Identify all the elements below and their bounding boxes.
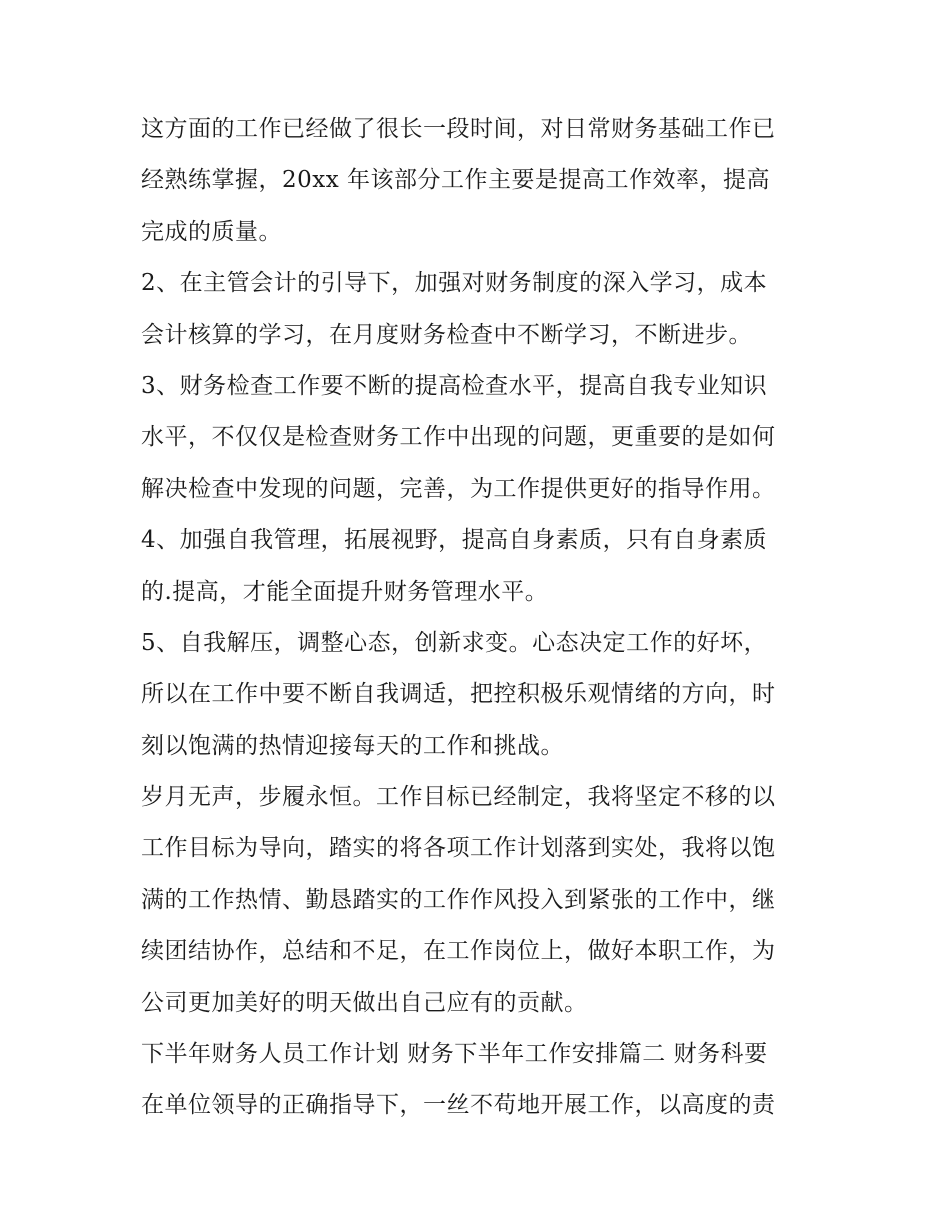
- text-line: 刻以饱满的热情迎接每天的工作和挑战。: [141, 732, 564, 759]
- text-line: 所以在工作中要不断自我调适，把控积极乐观情绪的方向，时: [141, 681, 776, 708]
- text-line: 下半年财务人员工作计划 财务下半年工作安排篇二 财务科要: [141, 1041, 768, 1068]
- text-line: 续团结协作，总结和不足，在工作岗位上，做好本职工作，为: [141, 938, 776, 965]
- text-line: 5、自我解压，调整心态，创新求变。心态决定工作的好坏，: [141, 629, 768, 656]
- text-line: 完成的质量。: [141, 218, 282, 245]
- text-line: 的.提高，才能全面提升财务管理水平。: [141, 578, 549, 605]
- text-line: 2、在主管会计的引导下，加强对财务制度的深入学习，成本: [141, 270, 768, 297]
- body-text: [141, 104, 821, 1132]
- text-line: 工作目标为导向，踏实的将各项工作计划落到实处，我将以饱: [141, 835, 776, 862]
- text-line: 会计核算的学习，在月度财务检查中不断学习，不断进步。: [141, 321, 752, 348]
- text-line: 解决检查中发现的问题，完善，为工作提供更好的指导作用。: [141, 475, 776, 502]
- text-line: 岁月无声，步履永恒。工作目标已经制定，我将坚定不移的以: [141, 784, 776, 811]
- text-line: 这方面的工作已经做了很长一段时间，对日常财务基础工作已: [141, 116, 776, 142]
- text-line: 4、加强自我管理，拓展视野，提高自身素质，只有自身素质: [141, 527, 768, 554]
- text-line: 满的工作热情、勤恳踏实的工作作风投入到紧张的工作中，继: [141, 886, 776, 913]
- text-line: 公司更加美好的明天做出自己应有的贡献。: [141, 989, 588, 1016]
- text-line: 3、财务检查工作要不断的提高检查水平，提高自我专业知识: [141, 372, 768, 399]
- text-line: 水平，不仅仅是检查财务工作中出现的问题，更重要的是如何: [141, 424, 776, 451]
- text-line: 经熟练掌握，20xx 年该部分工作主要是提高工作效率，提高: [141, 167, 771, 194]
- text-line: 在单位领导的正确指导下，一丝不苟地开展工作，以高度的责: [141, 1092, 776, 1119]
